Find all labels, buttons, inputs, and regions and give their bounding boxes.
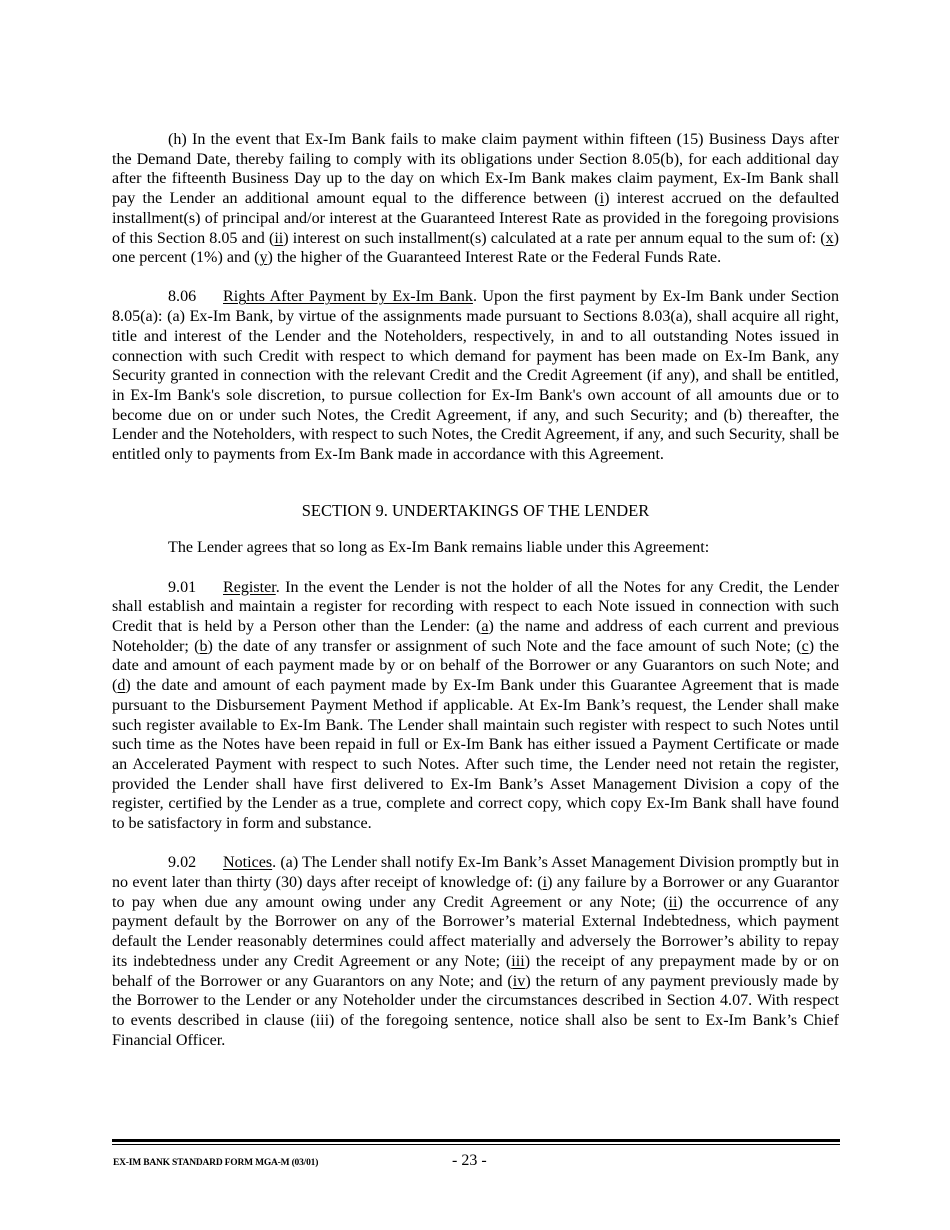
section-title: Rights After Payment by Ex-Im Bank xyxy=(223,288,473,306)
paragraph-9-02: 9.02 Notices. (a) The Lender shall notify Ex-Im Bank’s Asset Management Division promptly but in no event later than thirty (30) days after receipt of knowledge of: (i) any failure by a Borrower or any Guarantor to pay when due any amount owing under any Credit Agreement or any Note; (ii) the occurrence of any payment default by the Borrower on any of the Borrower’s material External Indebtedness, which payment default the Lender reasonably determines could affect materially and adversely the Borrower’s ability to repay its indebtedness under any Credit Agreement or any Note; (iii) the receipt of any prepayment made by or on behalf of the Borrower or any Guarantors on any Note; and (iv) the return of any payment previously made by the Borrower to the Lender or any Noteholder under the circumstances described in Section 4.07. With respect to events described in clause (iii) of the foregoing sentence, notice shall also be sent to Ex-Im Bank’s Chief Financial Officer. xyxy=(112,854,839,1049)
footer-rule-thin xyxy=(112,1144,840,1145)
footer-rule-thick xyxy=(112,1139,840,1142)
footer-form-label: EX-IM BANK STANDARD FORM MGA-M (03/01) xyxy=(113,1158,319,1168)
section-number: 9.01 xyxy=(168,578,197,596)
section-9-intro: The Lender agrees that so long as Ex-Im Bank remains liable under this Agreement: xyxy=(168,539,710,557)
page-number: - 23 - xyxy=(452,1152,487,1169)
section-number: 8.06 xyxy=(168,288,197,306)
section-title: Notices xyxy=(223,854,273,872)
section-title: Register xyxy=(223,578,276,596)
section-9-heading: SECTION 9. UNDERTAKINGS OF THE LENDER xyxy=(301,500,650,520)
paragraph-8-05-h: (h) In the event that Ex-Im Bank fails to make claim payment within fifteen (15) Business Days after the Demand Date, thereby failing to comply with its obligations under Section 8.05(b), for each additional day after the fifteenth Business Day up to the day on which Ex-Im Bank makes claim payment, Ex-Im Bank shall pay the Lender an additional amount equal to the difference between (i) interest accrued on the defaulted installment(s) of principal and/or interest at the Guaranteed Interest Rate as provided in the foregoing provisions of this Section 8.05 and (ii) interest on such installment(s) calculated at a rate per annum equal to the sum of: (x) one percent (1%) and (y) the higher of the Guaranteed Interest Rate or the Federal Funds Rate. xyxy=(112,131,840,267)
section-number: 9.02 xyxy=(168,854,197,872)
document-body xyxy=(112,130,839,1070)
paragraph-9-01: 9.01 Register. In the event the Lender is not the holder of all the Notes for any Credit, the Lender shall establish and maintain a register for recording with respect to each Note issued in connection with such Credit that is held by a Person other than the Lender: (a) the name and address of each current and previous Noteholder; (b) the date of any transfer or assignment of such Note and the face amount of such Note; (c) the date and amount of each payment made by or on behalf of the Borrower or any Guarantors on such Note; and (d) the date and amount of each payment made by Ex-Im Bank under this Guarantee Agreement that is made pursuant to the Disbursement Payment Method if applicable. At Ex-Im Bank’s request, the Lender shall make such register available to Ex-Im Bank. The Lender shall maintain such register with respect to such Notes until such time as the Notes have been repaid in full or Ex-Im Bank has either issued a Payment Certificate or made an Accelerated Payment with respect to such Notes. After such time, the Lender need not retain the register, provided the Lender shall have first delivered to Ex-Im Bank’s Asset Management Division a copy of the register, certified by the Lender as a true, complete and correct copy, which copy Ex-Im Bank shall have found to be satisfactory in form and substance. xyxy=(112,578,840,833)
paragraph-8-06: 8.06 Rights After Payment by Ex-Im Bank. Upon the first payment by Ex-Im Bank under Section 8.05(a): (a) Ex-Im Bank, by virtue of the assignments made pursuant to Sections 8.03(a), shall acquire all right, title and interest of the Lender and the Noteholders, respectively, in and to all outstanding Notes issued in connection with such Credit with respect to which demand for payment has been made on Ex-Im Bank, any Security granted in connection with the relevant Credit and the Credit Agreement (if any), and shall be entitled, in Ex-Im Bank's sole discretion, to pursue collection for Ex-Im Bank's own account of all amounts due or to become due on or under such Notes, the Credit Agreement, if any, and such Security; and (b) thereafter, the Lender and the Noteholders, with respect to such Notes, the Credit Agreement, if any, and such Security, shall be entitled only to payments from Ex-Im Bank made in accordance with this Agreement. xyxy=(112,288,840,464)
